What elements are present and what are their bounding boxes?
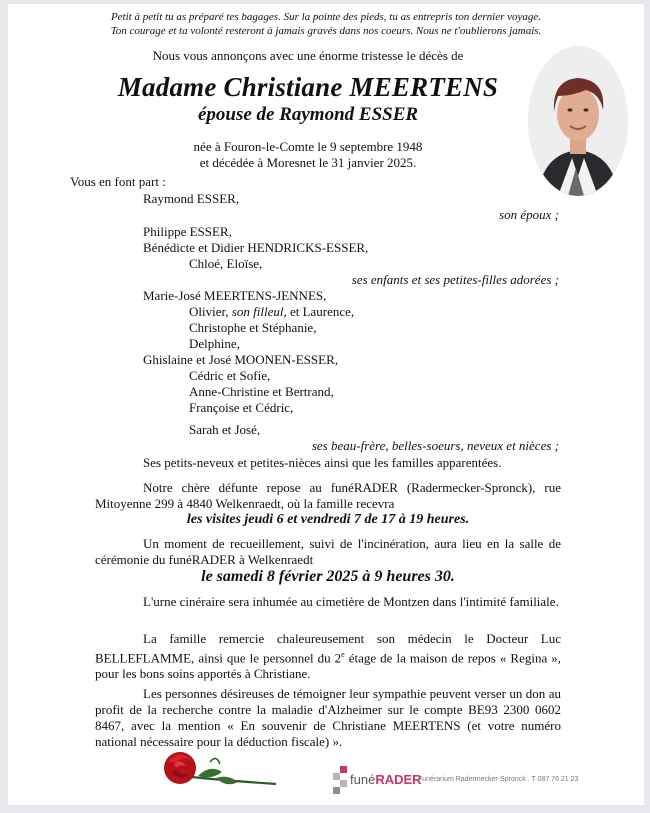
funeral-home-contact: Funérarium Radermecker-Spronck . T 087 76 21 23 — [418, 776, 579, 783]
family-spouse: Raymond ESSER, — [143, 191, 240, 206]
donation-text: Les personnes désireuses de témoigner leur sympathie peuvent verser un don au profit de la recherche contre la maladie d'Alzheimer sur le compte BE93 2300 0602 8467, avec la mention « En souvenir de Christiane MEERTENS (et votre numéro national nécessaire pour la déduction fiscale) ». — [95, 686, 561, 749]
birth-death-dates — [8, 139, 608, 171]
sibling-1: Marie-José MEERTENS-JENNES, — [143, 288, 327, 303]
visitation-times: les visites jeudi 6 et vendredi 7 de 17 à 19 heures. — [186, 512, 470, 527]
ceremony-date: le samedi 8 février 2025 à 9 heures 30. — [201, 568, 455, 585]
sibling-2-kid-1: Cédric et Sofie, — [189, 368, 271, 383]
extended-family: Ses petits-neveux et petites-nièces ainsi que les familles apparentées. — [143, 455, 502, 470]
thanks-text: La famille remercie chaleureusement son médecin le Docteur Luc BELLEFLAMME, ainsi que le personnel du 2e étage de la maison de repos « Regina », pour les bons soins apportés à Christiane. — [95, 631, 561, 682]
funeral-home-logo — [330, 762, 579, 802]
poem — [8, 10, 644, 38]
sibling-2: Ghislaine et José MOONEN-ESSER, — [143, 352, 338, 367]
role-siblings: ses beau-frère, belles-soeurs, neveux et nièces ; — [311, 438, 559, 453]
role-children: ses enfants et ses petites-filles adorées ; — [351, 272, 559, 287]
visitation-text: Notre chère défunte repose au funéRADER (Radermecker-Spronck), rue Mitoyenne 299 à 4840 Welkenraedt, où la famille recevra — [95, 480, 561, 511]
intro-text: Nous vous annonçons avec une énorme tristesse le décès de — [152, 48, 464, 63]
funerader-logo-icon — [330, 764, 350, 798]
deceased-name: Madame Christiane MEERTENS — [117, 72, 499, 102]
rose-illustration — [158, 742, 278, 802]
grandchildren: Chloé, Eloïse, — [189, 256, 263, 271]
portrait-illustration — [528, 46, 628, 196]
family-header: Vous en font part : — [70, 174, 166, 189]
child-1: Philippe ESSER, — [143, 224, 232, 239]
death-notice — [8, 4, 644, 805]
role-spouse: son époux ; — [499, 207, 559, 222]
poem-line-1: Petit à petit tu as préparé tes bagages. Sur la pointe des pieds, tu as entrepris ton dernier voyage. — [110, 11, 542, 23]
sibling-1-kid-3: Delphine, — [189, 336, 240, 351]
ceremony-text: Un moment de recueillement, suivi de l'incinération, aura lieu en la salle de cérémonie du funéRADER à Welkenraedt — [95, 536, 561, 567]
birth-line: née à Fouron-le-Comte le 9 septembre 1948 — [193, 139, 423, 154]
death-line: et décédée à Moresnet le 31 janvier 2025. — [199, 155, 417, 170]
portrait-photo — [528, 46, 628, 196]
sibling-2-kid-3: Françoise et Cédric, — [189, 400, 294, 415]
urn-text: L'urne cinéraire sera inhumée au cimetière de Montzen dans l'intimité familiale. — [143, 594, 559, 609]
sibling-1-kid-1: Olivier, son filleul, et Laurence, — [189, 304, 355, 319]
sibling-2-kid-2: Anne-Christine et Bertrand, — [189, 384, 334, 399]
child-2: Bénédicte et Didier HENDRICKS-ESSER, — [143, 240, 369, 255]
deceased-spouse: épouse de Raymond ESSER — [197, 104, 419, 125]
rose-icon — [158, 742, 278, 802]
funeral-home-brand: funéRADER — [350, 772, 422, 787]
sibling-1-kid-2: Christophe et Stéphanie, — [189, 320, 317, 335]
poem-line-2: Ton courage et ta volonté resteront à jamais gravés dans nos coeurs. Nous ne t'oublierons jamais. — [110, 25, 542, 37]
sibling-3: Sarah et José, — [189, 422, 261, 437]
